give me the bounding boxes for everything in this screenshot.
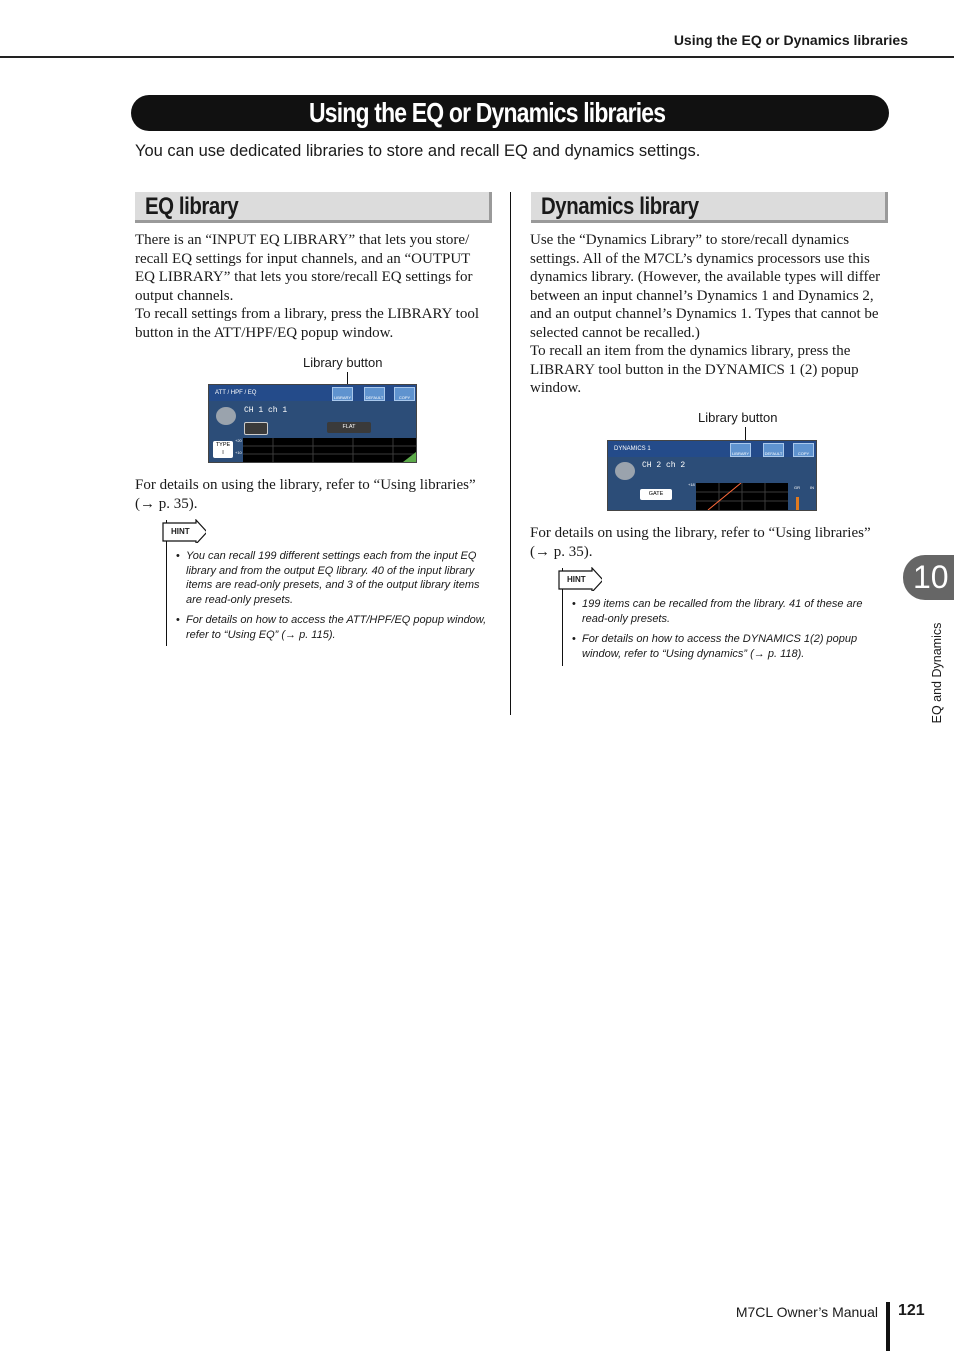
eq-reference: For details on using the library, refer to “Using libraries” (→ p. 35). — [135, 477, 476, 512]
meter-gr-label: GR — [794, 485, 800, 490]
meter-in-label: IN — [810, 485, 814, 490]
copy-button[interactable]: COPY — [394, 387, 415, 401]
copy-button[interactable]: COPY — [793, 443, 814, 457]
type-label: TYPE — [215, 442, 231, 448]
gain-reduction-meter — [796, 497, 799, 510]
eq-section-heading — [135, 192, 492, 223]
eq-axis-mid: +10 — [235, 450, 242, 455]
column-divider — [510, 192, 511, 715]
footer-divider — [886, 1302, 890, 1351]
type-button[interactable] — [213, 441, 233, 458]
default-button[interactable]: DEFAULT — [364, 387, 385, 401]
dynamics-popup-titlebar: DYNAMICS 1 — [608, 441, 816, 457]
dynamics-hint-label: HINT — [567, 575, 586, 584]
eq-heading-label: EQ library — [145, 193, 239, 220]
channel-icon — [216, 407, 236, 425]
eq-route-icon[interactable] — [244, 422, 268, 435]
dynamics-paragraph: Use the “Dynamics Library” to store/recall dynamics settings. All of the M7CL’s dynamics processors use this dynamics library. (However, the available types will differ between an input channel’s Dynamics 1 and Dynamics 2, and an output channel’s Dynamics 1. Types that cannot be selected cannot be recalled.) — [530, 232, 881, 341]
running-header: Using the EQ or Dynamics libraries — [673, 32, 908, 48]
gate-button[interactable]: GATE — [640, 489, 672, 500]
eq-popup-titlebar: ATT / HPF / EQ — [209, 385, 416, 401]
dynamics-section-heading — [531, 192, 888, 223]
footer-manual-title: M7CL Owner’s Manual — [735, 1304, 878, 1320]
eq-graph — [243, 438, 416, 462]
dynamics-paragraph: To recall an item from the dynamics library, press the LIBRARY tool button in the DYNAMICS 1 (2) popup window. — [530, 343, 859, 396]
eq-paragraph: To recall settings from a library, press the LIBRARY tool button in the ATT/HPF/EQ popup window. — [135, 306, 480, 341]
eq-graph-grid — [243, 438, 416, 462]
eq-hint-label: HINT — [171, 527, 190, 536]
dynamics-body — [530, 231, 884, 398]
eq-paragraph: There is an “INPUT EQ LIBRARY” that lets you store/ recall EQ settings for input channels, and an “OUTPUT EQ LIBRARY” that lets you store/recall EQ settings for output channels. — [135, 232, 473, 304]
dynamics-hint-item: • For details on how to access the DYNAMICS 1(2) popup window, refer to “Using dynamics” (→ p. 118). — [572, 632, 886, 661]
channel-name: CH 2 ch 2 — [642, 461, 686, 470]
eq-popup-screenshot — [208, 384, 417, 463]
eq-body — [135, 231, 490, 342]
dynamics-reference: For details on using the library, refer to “Using libraries” (→ p. 35). — [530, 525, 871, 560]
page-title-bar — [131, 95, 889, 131]
dynamics-heading-label: Dynamics library — [541, 193, 699, 220]
library-button[interactable]: LIBRARY — [332, 387, 353, 401]
page-number: 121 — [898, 1302, 925, 1319]
library-button[interactable]: LIBRARY — [730, 443, 751, 457]
dynamics-axis-top: +18 — [688, 482, 695, 487]
dynamics-hint-list — [572, 597, 886, 667]
default-button[interactable]: DEFAULT — [763, 443, 784, 457]
header-rule — [0, 56, 954, 58]
intro-text: You can use dedicated libraries to store and recall EQ and dynamics settings. — [135, 142, 701, 160]
dynamics-popup-screenshot — [607, 440, 817, 511]
flat-button[interactable]: FLAT — [327, 422, 371, 433]
chapter-number: 10 — [913, 559, 949, 595]
dynamics-library-button-callout: Library button — [698, 410, 778, 425]
type-value: I — [222, 450, 224, 456]
page-title: Using the EQ or Dynamics libraries — [309, 97, 666, 128]
eq-hint-list — [176, 549, 490, 648]
eq-axis-top: +20 — [235, 438, 242, 443]
eq-library-button-callout: Library button — [303, 355, 383, 370]
dynamics-graph-grid — [696, 483, 788, 510]
channel-name: CH 1 ch 1 — [244, 406, 288, 415]
chapter-tab — [903, 555, 954, 600]
dynamics-hint-item: • 199 items can be recalled from the library. 41 of these are read-only presets. — [572, 597, 886, 626]
eq-hint-item: • You can recall 199 different settings each from the input EQ library and from the output EQ library. 40 of the input library items are read-only presets, and 3 of the output library items are read-only presets. — [176, 549, 490, 607]
dynamics-graph — [696, 483, 788, 510]
channel-icon — [615, 462, 635, 480]
chapter-side-label: EQ and Dynamics — [930, 622, 944, 724]
eq-hint-item: • For details on how to access the ATT/HPF/EQ popup window, refer to “Using EQ” (→ p. 115). — [176, 613, 490, 642]
